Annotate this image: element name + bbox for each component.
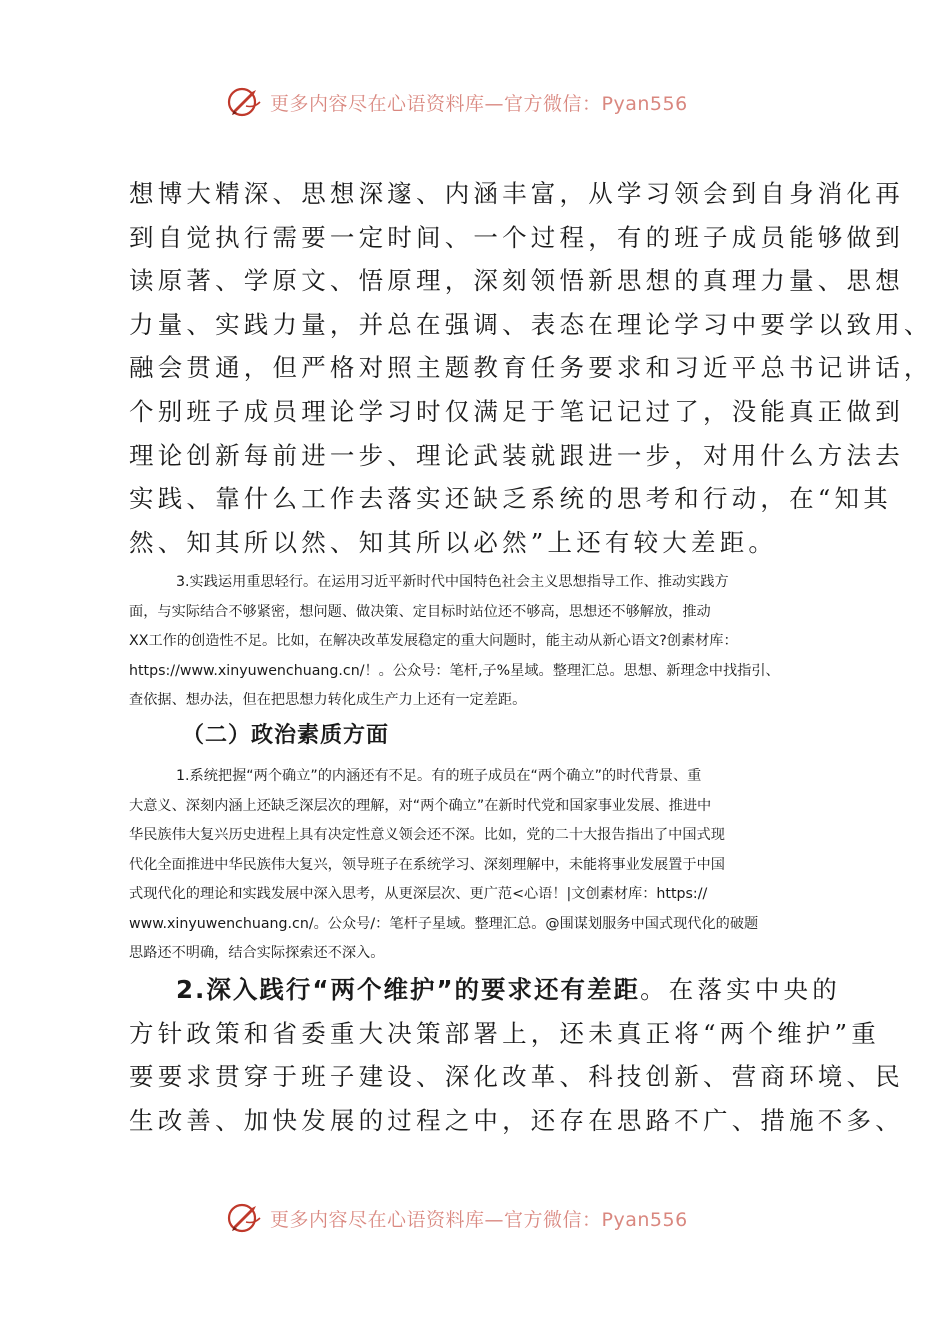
footer-banner	[226, 1200, 726, 1236]
text-line: 理论创新每前进一步、理论武装就跟进一步，对用什么方法去	[129, 440, 904, 470]
text-line: 思路还不明确，结合实际探索还不深入。	[129, 945, 385, 961]
text-line: 要要求贯穿于班子建设、深化改革、科技创新、营商环境、民	[129, 1062, 904, 1092]
banner-text: 更多内容尽在心语资料库—官方微信：Pyan556	[270, 1208, 688, 1231]
text-line: 3.实践运用重思轻行。在运用习近平新时代中国特色社会主义思想指导工作、推动实践方	[176, 574, 729, 590]
banner-text: 更多内容尽在心语资料库—官方微信：Pyan556	[270, 92, 688, 115]
text-line: 1.系统把握“两个确立”的内涵还有不足。有的班子成员在“两个确立”的时代背景、重	[176, 768, 702, 784]
text-line: www.xinyuwenchuang.cn/。公众号/：笔杆子星域。整理汇总。@围谋划服务中国式现代化的破题	[129, 915, 759, 932]
text-line: https://www.xinyuwenchuang.cn/！。公众号：笔杆,子%星域。整理汇总。思想、新理念中找指引、	[129, 662, 780, 679]
section-heading: （二）政治素质方面	[182, 723, 390, 748]
text-line: 华民族伟大复兴历史进程上具有决定性意义领会还不深。比如，党的二十大报告指出了中国式现	[129, 827, 725, 843]
text-line: 读原著、学原文、悟原理，深刻领悟新思想的真理力量、思想	[129, 266, 904, 296]
paragraph-section2	[129, 568, 839, 716]
lead-rest: 。在落实中央的	[640, 975, 841, 1004]
text-line: 力量、实践力量，并总在强调、表态在理论学习中要学以致用、	[129, 309, 933, 339]
text-line: 面，与实际结合不够紧密，想问题、做决策、定目标时站位还不够高，思想还不够解放，推动	[129, 603, 711, 620]
text-line: 融会贯通，但严格对照主题教育任务要求和习近平总书记讲话，	[129, 353, 933, 383]
paragraph-section1	[129, 172, 933, 564]
text-line: XX工作的创造性不足。比如，在解决改革发展稳定的重大问题时，能主动从新心语文?创素材库：	[129, 633, 738, 649]
text-line	[129, 968, 839, 1012]
text-line: 实践、靠什么工作去落实还缺乏系统的思考和行动，在“知其	[129, 484, 892, 514]
paragraph-section3	[129, 762, 839, 969]
text-line: 想博大精深、思想深邃、内涵丰富，从学习领会到自身消化再	[129, 179, 904, 208]
pen-logo-icon	[226, 84, 264, 120]
bold-lead: 2.深入践行“两个维护”的要求还有差距	[176, 975, 641, 1004]
header-banner	[226, 84, 726, 120]
text-line: 大意义、深刻内涵上还缺乏深层次的理解，对“两个确立”在新时代党和国家事业发展、推进中	[129, 797, 712, 814]
text-line: 生改善、加快发展的过程之中，还存在思路不广、措施不多、	[129, 1105, 904, 1135]
paragraph-section4	[129, 968, 904, 1142]
text-line: 到自觉执行需要一定时间、一个过程，有的班子成员能够做到	[129, 222, 904, 252]
text-line: 方针政策和省委重大决策部署上，还未真正将“两个维护”重	[129, 1018, 880, 1048]
text-line: 代化全面推进中华民族伟大复兴，领导班子在系统学习、深刻理解中，未能将事业发展置于中国	[129, 856, 725, 873]
text-line: 式现代化的理论和实践发展中深入思考，从更深层次、更广范<心语！|文创素材库：https://	[129, 886, 708, 902]
text-line: 个别班子成员理论学习时仅满足于笔记记过了，没能真正做到	[129, 396, 904, 426]
pen-logo-icon	[226, 1200, 264, 1236]
text-line: 查依据、想办法，但在把思想力转化成生产力上还有一定差距。	[129, 692, 527, 708]
text-line: 然、知其所以然、知其所以必然”上还有较大差距。	[129, 527, 778, 557]
